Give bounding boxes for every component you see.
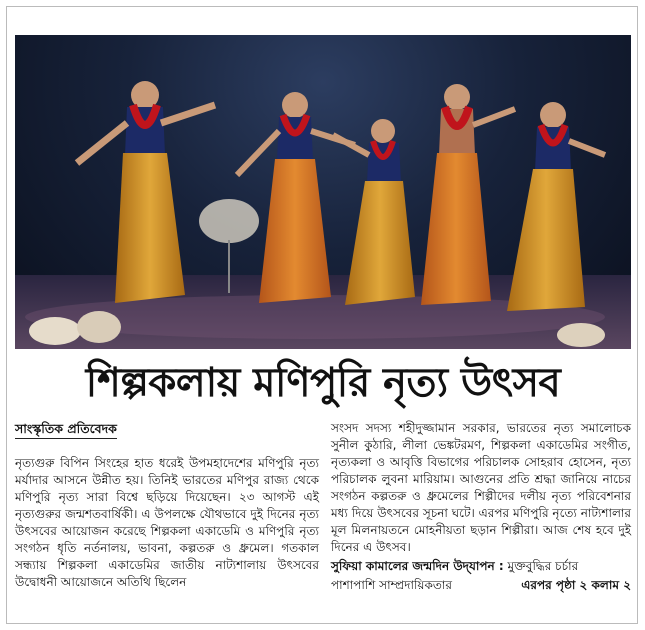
sub-story-text-1: মুক্তবুদ্ধির চর্চার bbox=[507, 559, 579, 573]
dancer-2 bbox=[237, 92, 355, 303]
sub-story-line-2 bbox=[331, 577, 631, 594]
dancers-illustration bbox=[15, 35, 631, 349]
paragraph-left: নৃত্যগুরু বিপিন সিংহের হাত ধরেই উপমহাদেশের মণিপুরি নৃত্য মর্যাদার আসনে উন্নীত হয়। তিনিই ভারতের মণিপুর রাজ্য থেকে মণিপুরি নৃত্য সারা বিশ্বে ছড়িয়ে দিয়েছেন। ২৩ আগস্ট এই নৃত্যগুরুর জন্মশতবার্ষিকী। এ উপলক্ষে যৌথভাবে দুই দিনের নৃত্য উৎসবের আয়োজন করেছে শিল্পকলা একাডেমি ও মণিপুরি নৃত্য সংগঠন ধৃতি নর্তনালয়, ভাবনা, কল্পতরু ও ধ্রুমেল। গতকাল সন্ধ্যায় শিল্পকলা একাডেমির জাতীয় নাট্যশালায় উৎসবের উদ্বোধনী আয়োজনে অতিথি ছিলেন bbox=[15, 456, 319, 589]
sub-story-text-2: পাশাপাশি সাম্প্রদায়িকতার bbox=[331, 578, 452, 592]
dancer-4 bbox=[421, 84, 515, 305]
continued-notice: এরপর পৃষ্ঠা ২ কলাম ২ bbox=[521, 578, 631, 592]
newspaper-clipping bbox=[6, 6, 638, 624]
headline: শিল্পকলায় মণিপুরি নৃত্য উৎসব bbox=[85, 359, 561, 406]
byline: সাংস্কৃতিক প্রতিবেদক bbox=[15, 420, 117, 439]
sub-story bbox=[331, 558, 631, 575]
paragraph-right: সংসদ সদস্য শহীদুজ্জামান সরকার, ভারতের নৃত্য সমালোচক সুনীল কুঠারি, লীলা ভেঙ্কটরমণ, শিল্পকলা একাডেমির সংগীত, নৃত্যকলা ও আবৃত্তি বিভাগের পরিচালক সোহরাব হোসেন, নৃত্য পরিচালক লুবনা মারিয়াম। আগুনের প্রতি শ্রদ্ধা জানিয়ে নাচের সংগঠন কল্পতরু ও ধ্রুমেলের শিল্পীদের দলীয় নৃত্য পরিবেশনার মধ্য দিয়ে উৎসবের সূচনা ঘটে। এরপর মণিপুরি নৃত্যে নাট্যশালার মূল মিলনায়তনে মোহনীয়তা ছড়ান শিল্পীরা। আজ শেষ হবে দুই দিনের এ উৎসব। bbox=[331, 421, 631, 554]
article-column-right bbox=[331, 420, 631, 594]
dancer-1 bbox=[77, 81, 215, 303]
article-column-left bbox=[15, 420, 319, 591]
sub-story-head: সুফিয়া কামালের জন্মদিন উদ্‌যাপন : bbox=[331, 559, 504, 573]
dance-photo bbox=[15, 35, 631, 349]
